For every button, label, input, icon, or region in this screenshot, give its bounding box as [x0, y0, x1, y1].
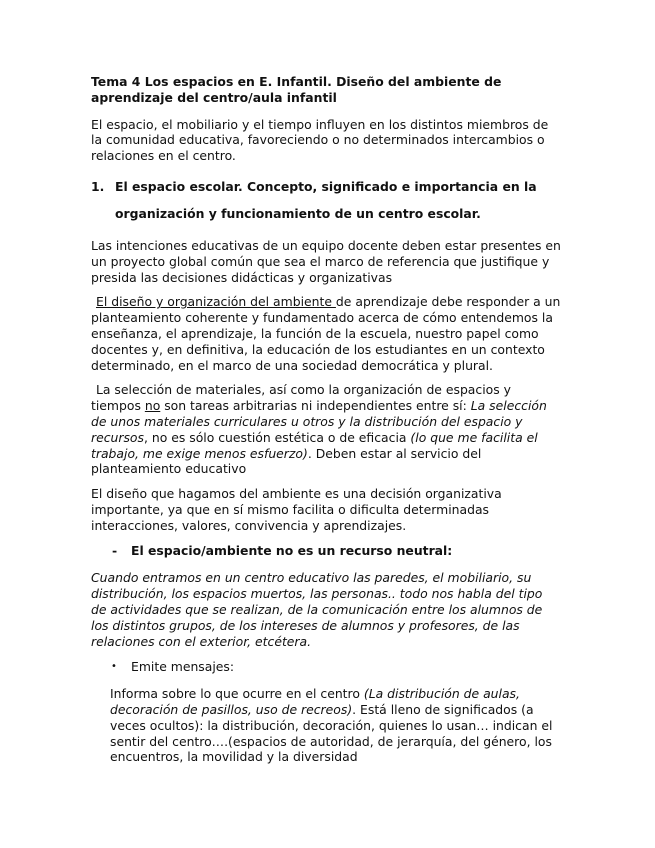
bullet-heading-neutral — [91, 543, 561, 559]
italic-phrase: La selección de unos materiales curriculares u otros y la distribución del espacio y recursos — [91, 398, 547, 445]
paragraph-text: , no es sólo cuestión estética o de eficacia — [143, 429, 411, 445]
sub-paragraph-informa — [91, 686, 561, 765]
paragraph-text: . Está lleno de significados (a veces ocultos): la distribución, decoración, quienes lo usan… indican el sentir del centro….(espacios de autoridad, de jerarquía, del género, los encuentros, la movilidad y la diversidad — [110, 701, 553, 765]
paragraph-text: de aprendizaje debe responder a un planteamiento coherente y fundamentado acerca de cómo entendemos la enseñanza, el aprendizaje, la función de la escuela, nuestro papel como docentes y, en definitiva, la educación de los estudiantes en un contexto determinado, en el marco de una sociedad democrática y plural. — [91, 294, 561, 373]
section-number: 1. — [91, 178, 105, 194]
italic-phrase: (lo que me facilita el trabajo, me exige menos esfuerzo) — [91, 429, 538, 461]
document-content — [91, 74, 561, 765]
paragraph-seleccion-materiales — [91, 382, 561, 477]
bullet-item-text: Emite mensajes: — [131, 659, 235, 675]
paragraph-text: Informa sobre lo que ocurre en el centro — [110, 686, 364, 702]
italic-phrase: (La distribución de aulas, decoración de pasillos, uso de recreos) — [110, 686, 520, 717]
section-heading-line-2: organización y funcionamiento de un centro escolar. — [115, 205, 481, 221]
intro-paragraph: El espacio, el mobiliario y el tiempo influyen en los distintos miembros de la comunidad educativa, favoreciendo o no determinados intercambios o relaciones en el centro. — [91, 116, 549, 164]
dash-bullet: - — [112, 542, 118, 558]
paragraph-diseno-organizacion — [91, 294, 561, 373]
section-heading-1 — [91, 173, 561, 227]
paragraph-intenciones: Las intenciones educativas de un equipo docente deben estar presentes en un proyecto global común que sea el marco de referencia que justifique y presida las decisiones didácticas y organizativas — [91, 237, 561, 285]
italic-paragraph: Cuando entramos en un centro educativo las paredes, el mobiliario, su distribución, los espacios muertos, las personas.. todo nos habla del tipo de actividades que se realizan, de la comunicación entre los alumnos de los distintos grupos, de los intereses de alumnos y profesores, de las relaciones con el exterior, etcétera. — [91, 570, 543, 649]
paragraph-text: . Deben estar al servicio del planteamiento educativo — [91, 445, 482, 477]
paragraph-text: La selección de materiales, así como la organización de espacios y tiempos — [91, 382, 511, 414]
section-heading-line-1: El espacio escolar. Concepto, significado e importancia en la — [115, 178, 537, 194]
bullet-item-emite — [91, 659, 561, 675]
document-title: Tema 4 Los espacios en E. Infantil. Diseño del ambiente de aprendizaje del centro/aula infantil — [91, 74, 502, 105]
underlined-phrase: El diseño y organización del ambiente — [96, 294, 336, 310]
paragraph-text: son tareas arbitrarias ni independientes entre sí: — [160, 398, 471, 414]
underlined-word: no — [144, 398, 161, 414]
bullet-heading-text: El espacio/ambiente no es un recurso neutral: — [131, 542, 453, 558]
bullet-dot: • — [111, 661, 117, 673]
paragraph-diseno-ambiente: El diseño que hagamos del ambiente es una decisión organizativa importante, ya que en sí mismo facilita o dificulta determinadas interacciones, valores, convivencia y aprendizajes. — [91, 486, 502, 533]
